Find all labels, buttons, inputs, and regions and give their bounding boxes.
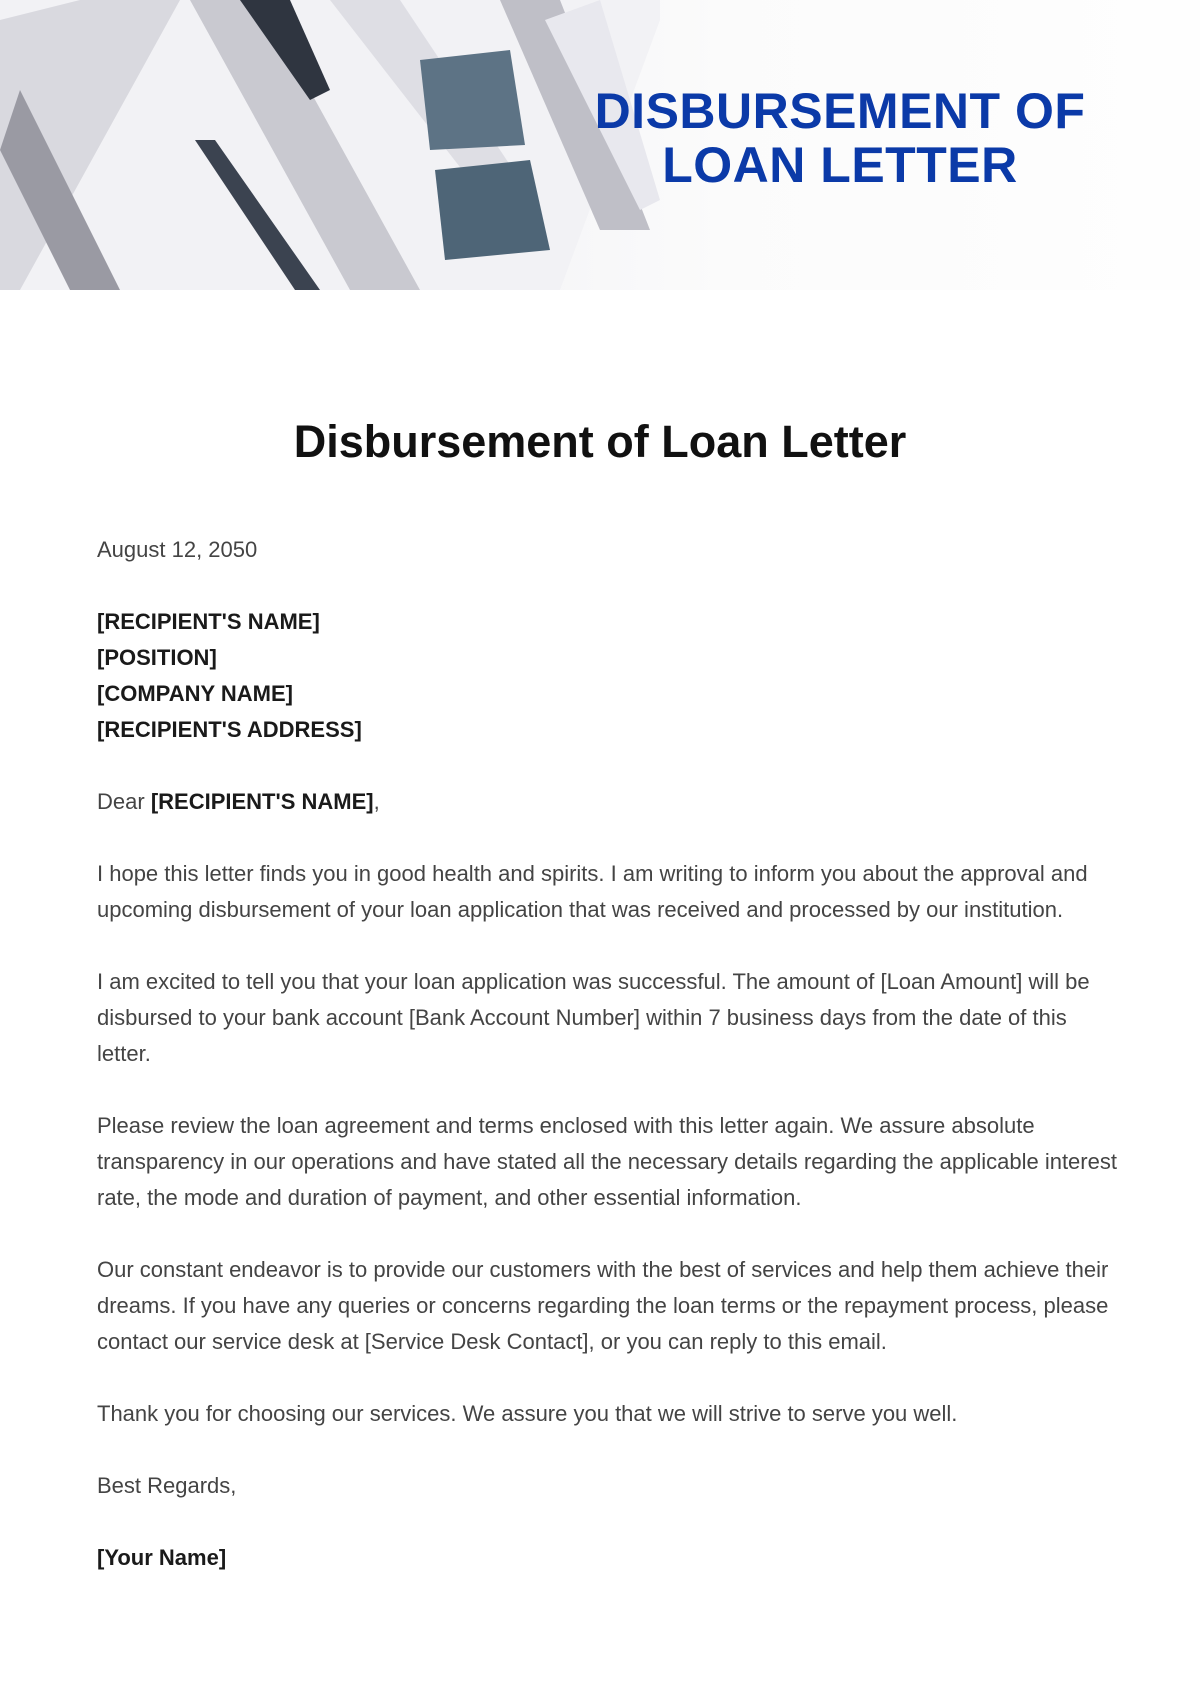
paragraph-5: Thank you for choosing our services. We assure you that we will strive to serve you well. — [97, 1401, 958, 1426]
header-banner — [0, 0, 1200, 290]
paragraph-1: I hope this letter finds you in good health and spirits. I am writing to inform you about the approval and upcoming disbursement of your loan application that was received and processed by our institution. — [97, 861, 1088, 922]
recipient-name: [RECIPIENT'S NAME] — [97, 609, 320, 634]
recipient-position: [POSITION] — [97, 645, 217, 670]
paragraph-4: Our constant endeavor is to provide our customers with the best of services and help them achieve their dreams. If you have any queries or concerns regarding the loan terms or the repayment process, please contact our service desk at [Service Desk Contact], or you can reply to this email. — [97, 1257, 1109, 1354]
document-title: Disbursement of Loan Letter — [293, 416, 907, 467]
letter-body — [97, 532, 1117, 1612]
recipient-address: [RECIPIENT'S ADDRESS] — [97, 717, 362, 742]
letter-date: August 12, 2050 — [97, 537, 258, 562]
banner-title-line2: LOAN LETTER — [662, 137, 1018, 193]
paragraph-2: I am excited to tell you that your loan application was successful. The amount of [Loan Amount] will be disbursed to your bank account [Bank Account Number] within 7 business days from the date of this letter. — [97, 969, 1090, 1066]
closing: Best Regards, — [97, 1473, 237, 1498]
salutation-prefix: Dear — [97, 789, 145, 814]
banner-title — [560, 84, 1120, 192]
salutation — [97, 784, 1117, 820]
signature-name: [Your Name] — [97, 1545, 227, 1570]
paragraph-3: Please review the loan agreement and terms enclosed with this letter again. We assure absolute transparency in our operations and have stated all the necessary details regarding the applicable interest rate, the mode and duration of payment, and other essential information. — [97, 1113, 1117, 1210]
recipient-block — [97, 604, 1117, 748]
salutation-suffix: , — [373, 789, 380, 814]
banner-title-line1: DISBURSEMENT OF — [594, 83, 1086, 139]
salutation-name: [RECIPIENT'S NAME] — [150, 789, 374, 814]
recipient-company: [COMPANY NAME] — [97, 681, 293, 706]
